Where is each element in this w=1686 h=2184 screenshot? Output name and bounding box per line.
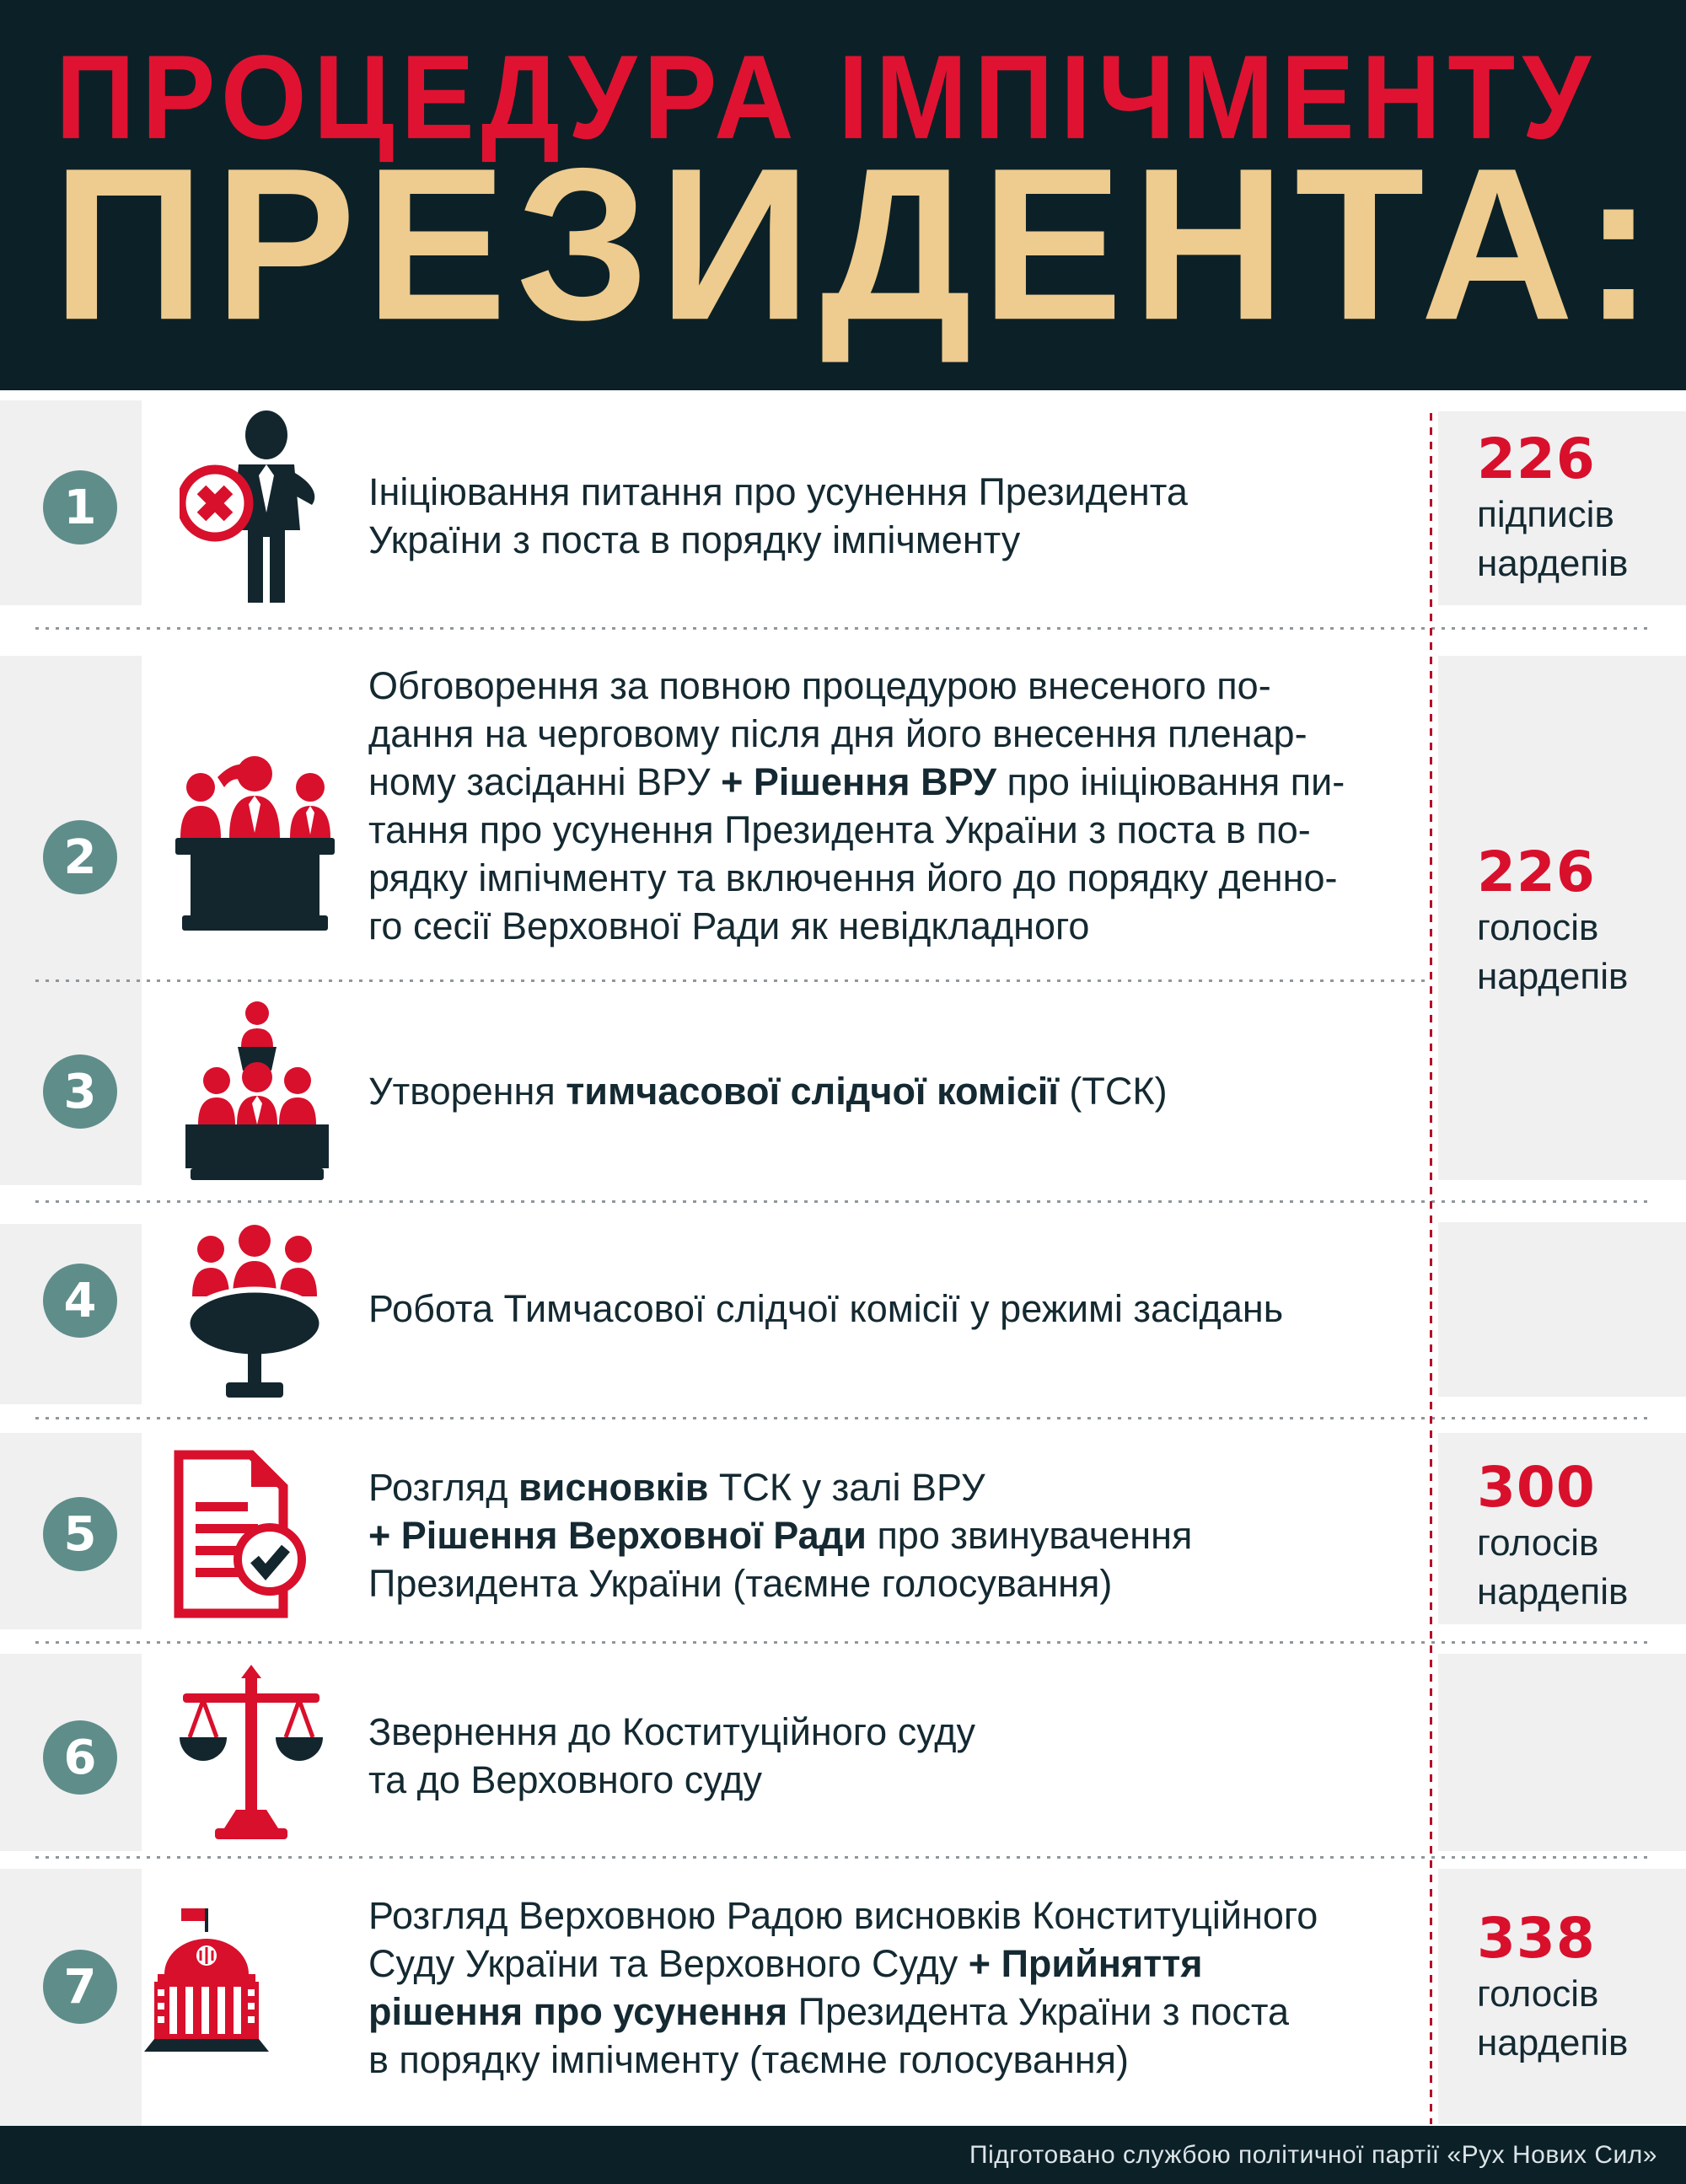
votes-column-block: [1438, 1222, 1686, 1397]
footer: [0, 2126, 1686, 2184]
step-text: Розгляд висновків ТСК у залі ВРУ + Рішення Верховної Ради про звинувачення Президента України (таємне голосування): [368, 1466, 1193, 1605]
step-number-badge: 3: [43, 1054, 117, 1129]
votes-value: 226: [1477, 427, 1596, 491]
step-text: Звернення до Коституційного суду та до Верховного суду: [368, 1710, 975, 1801]
step-number-badge: 5: [43, 1497, 117, 1571]
step-number-badge: 1: [43, 470, 117, 545]
votes-callout: [1477, 428, 1679, 588]
row-separator: [35, 1417, 1651, 1419]
step-text: Робота Тимчасової слідчої комісії у режимі засідань: [368, 1287, 1284, 1330]
speaker-commission-icon: [179, 1000, 336, 1183]
votes-word: нардепів: [1477, 956, 1629, 997]
votes-value: 338: [1477, 1906, 1596, 1971]
votes-word: нардепів: [1477, 543, 1629, 584]
parliament-session-icon: [169, 743, 341, 958]
round-table-icon: [170, 1224, 339, 1406]
document-check-icon: [167, 1446, 317, 1622]
votes-word: голосів: [1477, 907, 1599, 948]
page-title-line-1: ПРОЦЕДУРА ІМПІЧМЕНТУ: [56, 30, 1597, 164]
votes-column-block: [1438, 1654, 1686, 1851]
row-separator: [35, 1200, 1651, 1203]
person-blocked-icon: [180, 411, 336, 606]
votes-word: нардепів: [1477, 2022, 1629, 2063]
step-text: Ініціювання питання про усунення Президента України з поста в порядку імпічменту: [368, 470, 1188, 561]
votes-callout: [1477, 1908, 1679, 2068]
votes-word: голосів: [1477, 1973, 1599, 2015]
step-number-badge: 6: [43, 1720, 117, 1795]
step-text: Обговорення за повною процедурою внесеного по- дання на черговому після дня його внесення пленар- ному засіданні ВРУ + Рішення ВРУ про ініціювання пи- тання про усунення Президента України з поста в по- рядку імпічменту та включення його до порядку денно- го сесії Верховної Ради як невідкладного: [368, 664, 1345, 947]
parliament-building-icon: [137, 1907, 277, 2058]
page-title-line-2: ПРЕЗИДЕНТА:: [52, 123, 1663, 366]
credit-text: Підготовано службою політичної партії «Рух Нових Сил»: [969, 2140, 1657, 2169]
step-text: Утворення тимчасової слідчої комісії (ТСК): [368, 1070, 1168, 1113]
step-number-badge: 4: [43, 1264, 117, 1338]
row-separator: [35, 1856, 1651, 1859]
votes-callout: [1477, 841, 1679, 1001]
votes-value: 226: [1477, 840, 1596, 904]
step-text: Розгляд Верховною Радою висновків Конституційного Суду України та Верховного Суду + Прийняття рішення про усунення Президента України з поста в порядку імпічменту (таємне голосування): [368, 1894, 1318, 2081]
step-number-badge: 7: [43, 1950, 117, 2024]
header: [0, 0, 1686, 390]
scales-icon: [171, 1663, 331, 1847]
votes-value: 300: [1477, 1455, 1596, 1520]
votes-word: підписів: [1477, 494, 1614, 535]
row-separator: [35, 979, 1425, 982]
votes-word: нардепів: [1477, 1571, 1629, 1613]
votes-callout: [1477, 1457, 1679, 1617]
row-separator: [35, 1641, 1651, 1644]
row-separator: [35, 627, 1651, 630]
step-number-badge: 2: [43, 820, 117, 894]
votes-word: голосів: [1477, 1522, 1599, 1564]
